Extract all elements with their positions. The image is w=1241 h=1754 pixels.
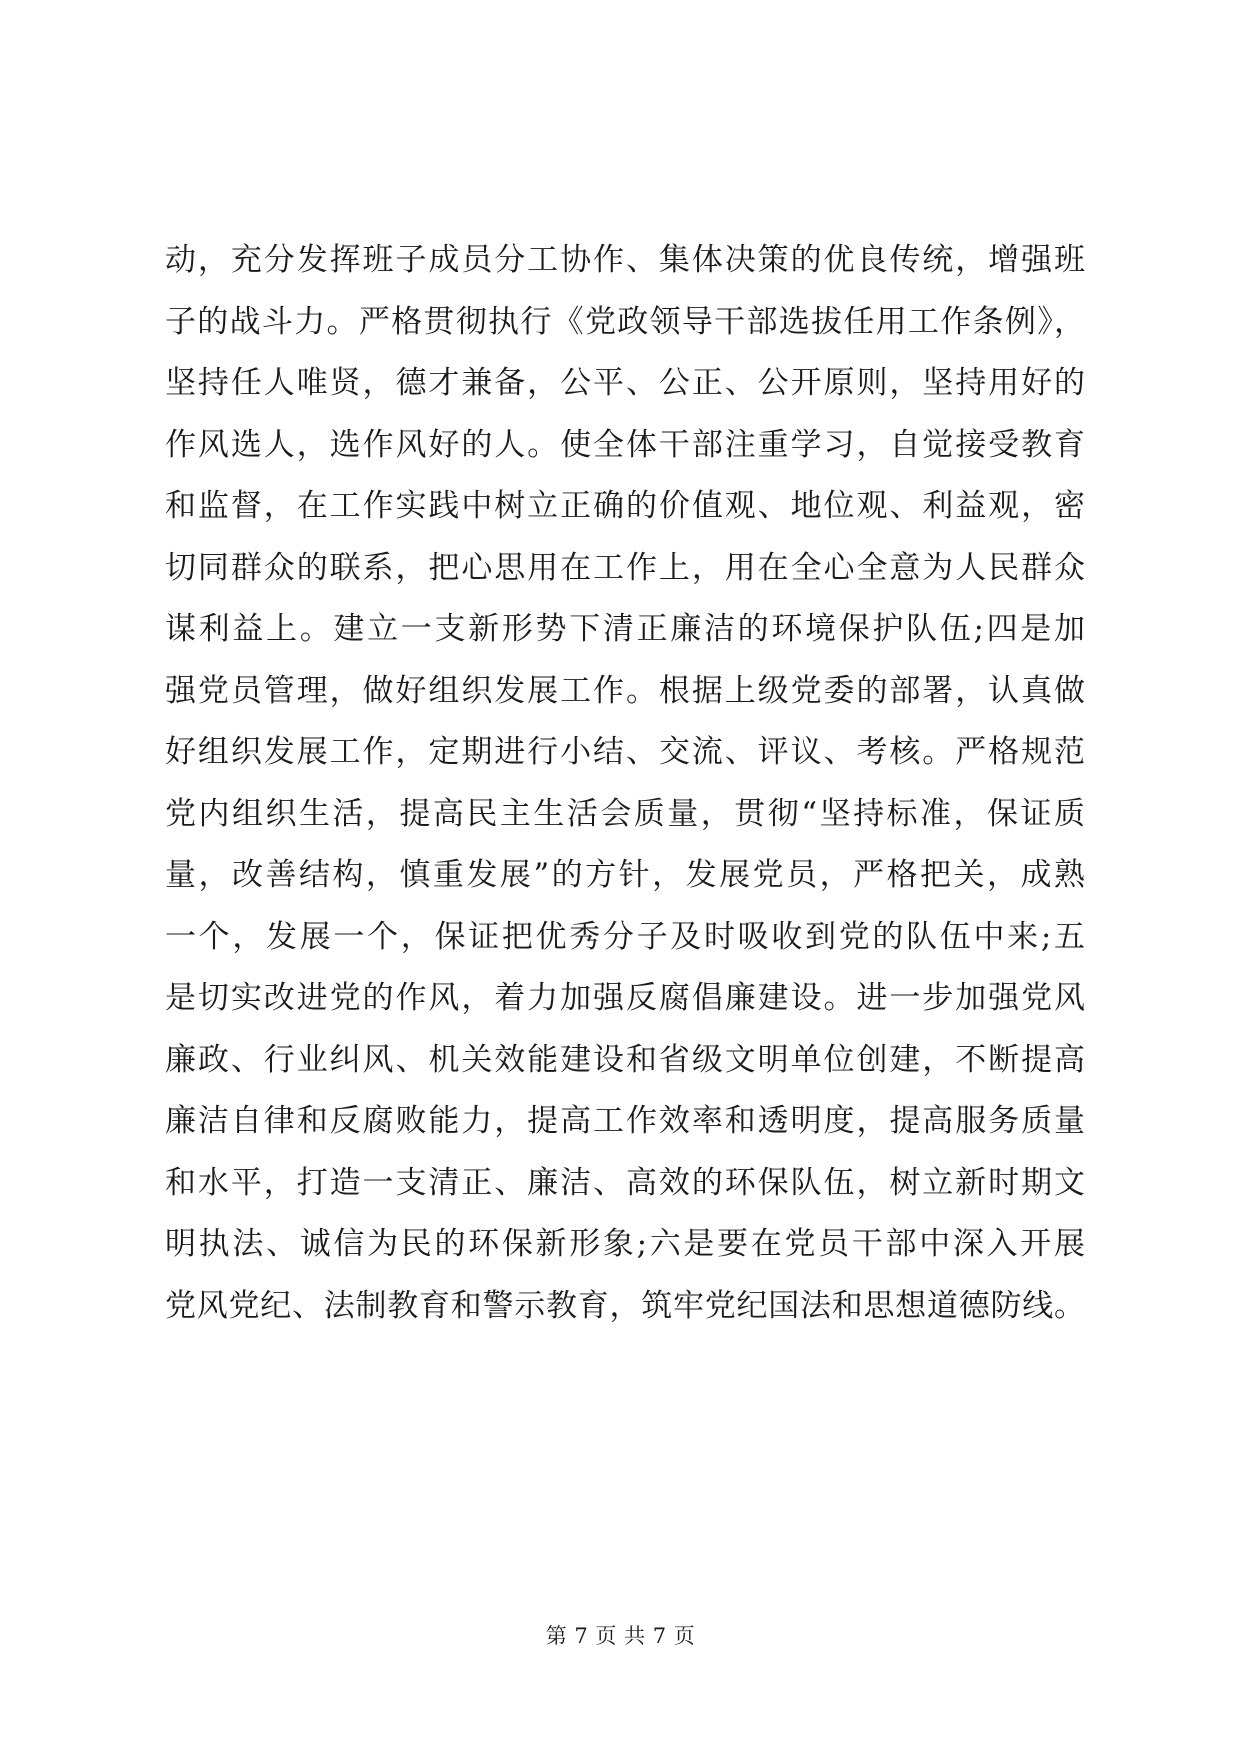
text-line: 好组织发展工作，定期进行小结、交流、评议、考核。严格规范 xyxy=(165,734,1085,770)
text-line: 作风选人，选作风好的人。使全体干部注重学习，自觉接受教育 xyxy=(165,426,1085,463)
text-line: 和水平，打造一支清正、廉洁、高效的环保队伍，树立新时期文 xyxy=(165,1164,1085,1201)
text-line: 动，充分发挥班子成员分工协作、集体决策的优良传统，增强班 xyxy=(165,242,1085,278)
body-paragraph xyxy=(165,230,1085,1337)
text-line: 强党员管理，做好组织发展工作。根据上级党委的部署，认真做 xyxy=(165,672,1085,709)
page-number: 第 7 页 共 7 页 xyxy=(545,1624,696,1648)
text-line: 量，改善结构，慎重发展”的方针，发展党员，严格把关，成熟 xyxy=(165,857,1085,893)
text-line: 廉政、行业纠风、机关效能建设和省级文明单位创建，不断提高 xyxy=(165,1041,1085,1078)
text-line: 明执法、诚信为民的环保新形象;六是要在党员干部中深入开展 xyxy=(165,1226,1085,1262)
text-line: 坚持任人唯贤，德才兼备，公平、公正、公开原则，坚持用好的 xyxy=(165,365,1085,401)
text-line: 切同群众的联系，把心思用在工作上，用在全心全意为人民群众 xyxy=(165,549,1085,586)
text-line: 党内组织生活，提高民主生活会质量，贯彻“坚持标准，保证质 xyxy=(165,795,1085,832)
text-line: 和监督，在工作实践中树立正确的价值观、地位观、利益观，密 xyxy=(165,488,1085,524)
text-line: 廉洁自律和反腐败能力，提高工作效率和透明度，提高服务质量 xyxy=(165,1103,1085,1139)
text-line: 党风党纪、法制教育和警示教育，筑牢党纪国法和思想道德防线。 xyxy=(165,1287,1085,1324)
text-line: 一个，发展一个，保证把优秀分子及时吸收到党的队伍中来;五 xyxy=(165,918,1085,955)
text-line: 谋利益上。建立一支新形势下清正廉洁的环境保护队伍;四是加 xyxy=(165,611,1085,647)
text-line: 子的战斗力。严格贯彻执行《党政领导干部选拔任用工作条例》， xyxy=(165,303,1085,340)
text-line: 是切实改进党的作风，着力加强反腐倡廉建设。进一步加强党风 xyxy=(165,980,1085,1016)
